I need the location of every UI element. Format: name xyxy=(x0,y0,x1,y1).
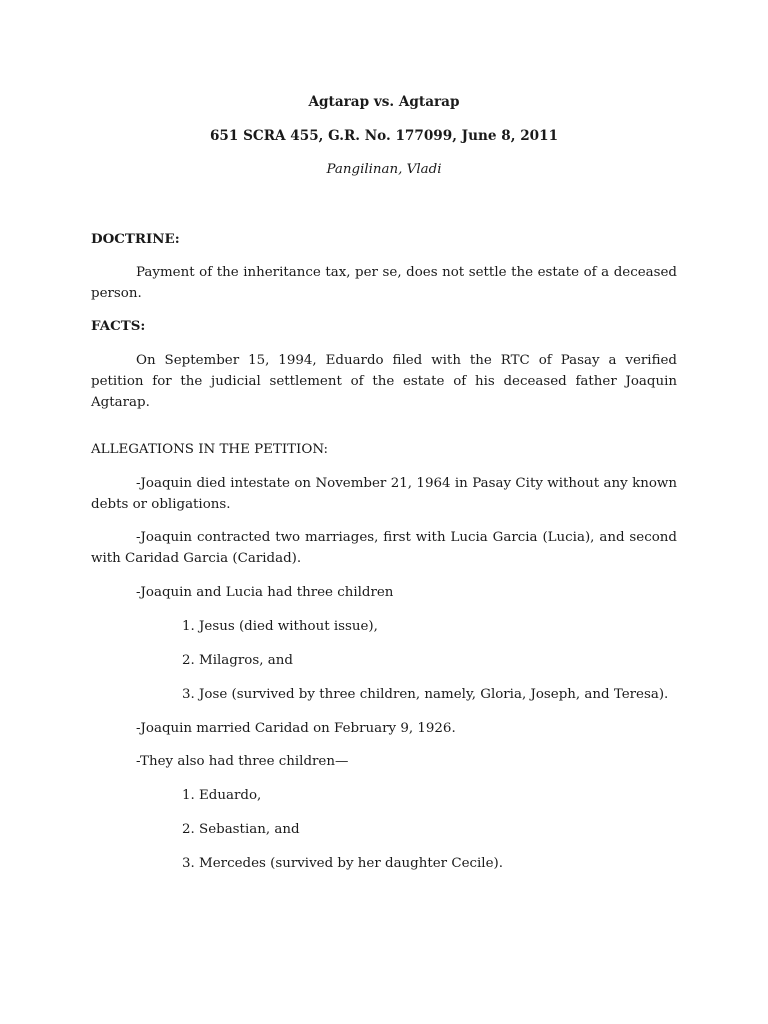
allegation-paragraph-1: -Joaquin died intestate on November 21, 1964 in Pasay City without any known debts or obligations. xyxy=(91,476,677,512)
doctrine-heading: DOCTRINE: xyxy=(91,231,180,247)
case-title: Agtarap vs. Agtarap xyxy=(308,94,460,110)
case-citation: 651 SCRA 455, G.R. No. 177099, June 8, 2011 xyxy=(209,128,559,144)
list-item: 3. Jose (survived by three children, namely, Gloria, Joseph, and Teresa). xyxy=(182,687,669,702)
list-item: 1. Eduardo, xyxy=(182,788,262,803)
allegation-paragraph-4: -Joaquin married Caridad on February 9, 1926. xyxy=(136,721,456,736)
list-item: 3. Mercedes (survived by her daughter Cecile). xyxy=(182,856,503,871)
allegation-paragraph-5: -They also had three children— xyxy=(136,754,349,769)
author-name: Pangilinan, Vladi xyxy=(326,162,442,177)
list-item: 2. Milagros, and xyxy=(182,653,293,668)
list-item: 2. Sebastian, and xyxy=(182,822,300,837)
facts-text: On September 15, 1994, Eduardo filed with the RTC of Pasay a verified petition for the judicial settlement of the estate of his deceased father Joaquin Agtarap. xyxy=(91,353,677,410)
doctrine-text: Payment of the inheritance tax, per se, does not settle the estate of a deceased person. xyxy=(91,265,677,301)
facts-heading: FACTS: xyxy=(91,318,146,334)
allegations-heading: ALLEGATIONS IN THE PETITION: xyxy=(91,442,329,457)
allegation-paragraph-2: -Joaquin contracted two marriages, first with Lucia Garcia (Lucia), and second with Caridad Garcia (Caridad). xyxy=(91,530,677,566)
list-item: 1. Jesus (died without issue), xyxy=(182,619,378,634)
allegation-paragraph-3: -Joaquin and Lucia had three children xyxy=(136,585,394,600)
